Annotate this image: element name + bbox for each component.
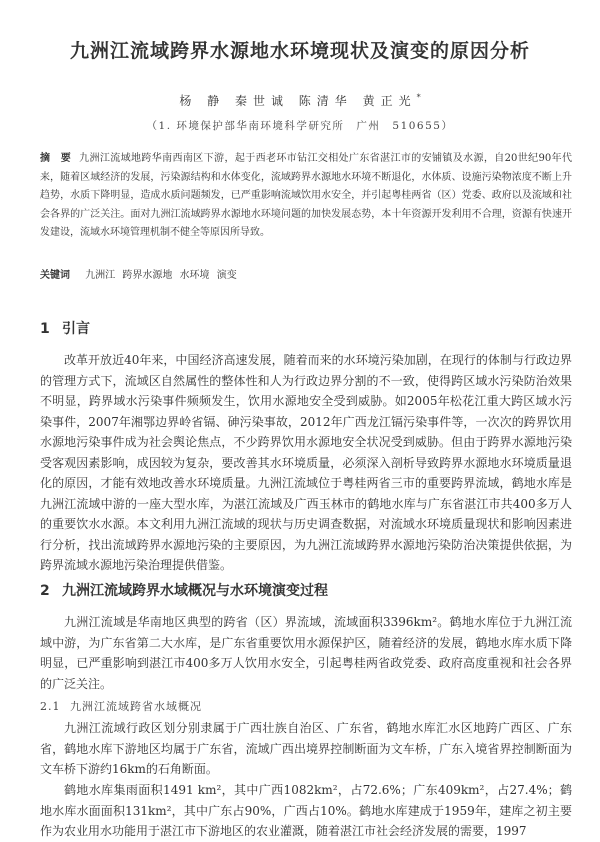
author-affiliation: （1. 环境保护部华南环境科学研究所 广州 510655） <box>146 120 454 132</box>
introduction-paragraph: 改革开放近40年来，中国经济高速发展，随着而来的水环境污染加剧，在现行的体制与行政边界的管理方式下，流域区自然属性的整体性和人为行政边界分割的不一致，使得跨区域水污染防治效果不明显，跨界域水污染事件频频发生，饮用水源地安全受到威胁。如2005年松花江重大跨区域水污染事件，2007年湘鄂边界岭省镉、砷污染事故，2012年广西龙江镉污染事件等，一次次的跨界饮用水源地污染事件成为社会舆论焦点，不少跨界饮用水源地安全状况受到威胁。但由于跨界水源地污染受客观因素影响，成因较为复杂，要改善其水环境质量，必须深入剖析导致跨界水源地水环境质量退化的原因，才能有效地改善水环境质量。九洲江流域位于粤桂两省三市的重要跨界流域，鹤地水库是九洲江流域中游的一座大型水库，为湛江流域及广西玉林市的鹤地水库与广东省湛江市共400多万人的重要饮水水源。本文利用九洲江流域的现状与历史调查数据，对流域水环境质量现状和影响因素进行分析，找出流域跨界水源地污染的主要原因，为九洲江流域跨界水源地污染防治决策提供依据，为跨界流域水源地污染治理提供借鉴。 <box>40 353 572 572</box>
subsection-paragraph-2: 鹤地水库集雨面积1491 km²，其中广西1082km²，占72.6%；广东409km²，占27.4%；鹤地水库水面面积131km²，其中广东占90%，广西占10%。鹤地水库建成于1959年，建库之初主要作为农业用水功能用于湛江市下游地区的农业灌溉，随着湛江市社会经济发展的需要，1997 <box>40 783 572 838</box>
subsection-number: 2.1 <box>40 700 61 713</box>
keywords-block <box>40 268 572 284</box>
keyword-item: 演变 <box>216 270 237 281</box>
subsection-paragraph: 九洲江流域行政区划分别隶属于广西壮族自治区、广东省，鹤地水库汇水区地跨广西区、广东省，鹤地水库下游地区均属于广东省，流域广西出境界控制断面为文车桥，广东入境省界控制断面为文车桥下游约16km的石角断面。 <box>40 721 572 776</box>
author-names: 杨 静 秦世诚 陈清华 黄正光 <box>179 94 417 108</box>
abstract-label: 摘 要 <box>40 153 72 164</box>
subsection-title: 九洲江流域跨省水域概况 <box>70 700 202 713</box>
section-title: 引言 <box>62 321 90 337</box>
keyword-item: 跨界水源地 <box>122 270 173 281</box>
keywords-label: 关键词 <box>40 270 70 281</box>
overview-paragraph: 九洲江流域是华南地区典型的跨省（区）界流域，流域面积3396km²。鹤地水库位于九洲江流域中游，为广东省第二大水库，是广东省重要饮用水源保护区，随着经济的发展，鹤地水库水质下降明显，已严重影响到湛江市400多万人饮用水安全，引起粤桂两省政党委、政府高度重视和社会各界的广泛关注。 <box>40 615 572 691</box>
abstract-text: 九洲江流域地跨华南西南区下游，起于西老环市钻江交相处广东省湛江市的安铺镇及水源，自20世纪90年代来，随着区域经济的发展，污染源结构和水体变化，流域跨界水源地水环境不断退化，水体质、设施污染物浓度不断上升趋势，水质下降明显，造成水质问题频发，已严重影响流域饮用水安全，并引起粤桂两省（区）党委、政府以及流域和社会各界的广泛关注。面对九洲江流域跨界水源地水环境问题的加快发展态势，本十年资源开发利用不合理，资源有快速开发建设，流域水环境管理机制不健全等原因所导致。 <box>40 153 573 238</box>
section-heading-introduction <box>40 318 90 338</box>
paper-title: 九洲江流域跨界水源地水环境现状及演变的原因分析 <box>69 40 530 62</box>
subsection-heading <box>40 698 202 714</box>
section-heading-overview <box>40 580 328 600</box>
abstract-block <box>40 150 572 243</box>
keyword-item: 水环境 <box>179 270 210 281</box>
corresponding-author-mark: * <box>416 93 421 102</box>
section-number: 2 <box>40 583 50 599</box>
author-list <box>30 92 570 109</box>
section-number: 1 <box>40 321 50 337</box>
keyword-item: 九洲江 <box>85 270 116 281</box>
section-title: 九洲江流域跨界水域概况与水环境演变过程 <box>62 583 328 599</box>
